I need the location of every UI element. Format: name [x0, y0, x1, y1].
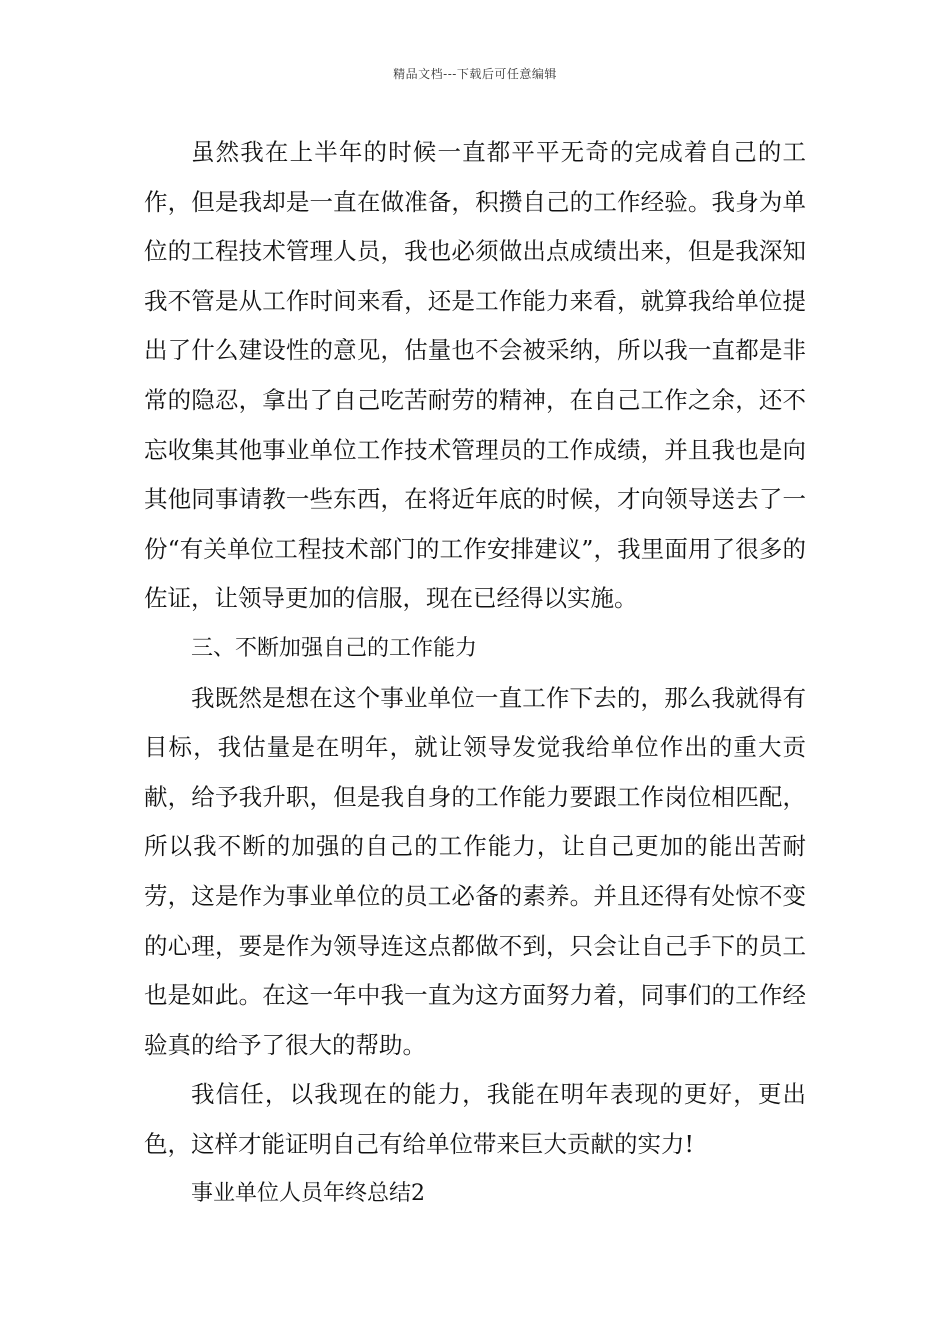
section-heading: 事业单位人员年终总结2: [191, 1181, 425, 1207]
section-heading: 三、不断加强自己的工作能力: [191, 635, 478, 661]
document-body: [144, 128, 806, 1219]
body-paragraph: 虽然我在上半年的时候一直都平平无奇的完成着自己的工作，但是我却是一直在做准备，积攒自己的工作经验。我身为单位的工程技术管理人员，我也必须做出点成绩出来，但是我深知我不管是从工作时间来看，还是工作能力来看，就算我给单位提出了什么建设性的意见，估量也不会被采纳，所以我一直都是非常的隐忍，拿出了自己吃苦耐劳的精神，在自己工作之余，还不忘收集其他事业单位工作技术管理员的工作成绩，并且我也是向其他同事请教一些东西，在将近年底的时候，才向领导送去了一份“有关单位工程技术部门的工作安排建议”，我里面用了很多的佐证，让领导更加的信服，现在已经得以实施。: [144, 138, 806, 613]
body-paragraph: 我信任，以我现在的能力，我能在明年表现的更好，更出色，这样才能证明自己有给单位带来巨大贡献的实力!: [144, 1080, 806, 1158]
body-paragraph: 我既然是想在这个事业单位一直工作下去的，那么我就得有目标，我估量是在明年，就让领导发觉我给单位作出的重大贡献，给予我升职，但是我自身的工作能力要跟工作岗位相匹配，所以我不断的加强的自己的工作能力，让自己更加的能出苦耐劳，这是作为事业单位的员工必备的素养。并且还得有处惊不变的心理，要是作为领导连这点都做不到，只会让自己手下的员工也是如此。在这一年中我一直为这方面努力着，同事们的工作经验真的给予了很大的帮助。: [144, 683, 806, 1059]
page-header: 精品文档---下载后可任意编辑: [393, 67, 557, 81]
